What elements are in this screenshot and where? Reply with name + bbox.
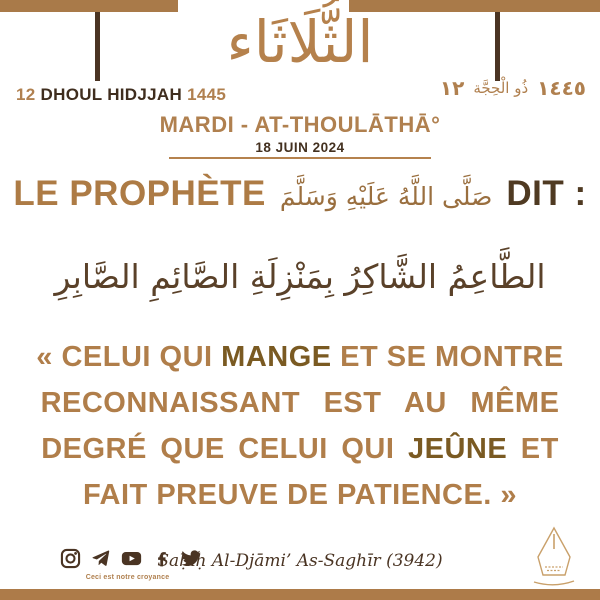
quote-line-4: FAIT PREUVE DE PATIENCE. » xyxy=(82,479,518,511)
hadith-arabic-text: الطَّاعِمُ الشَّاكِرُ بِمَنْزِلَةِ الصَّائِمِ الصَّابِرِ xyxy=(54,257,546,296)
gregorian-date: 18 JUIN 2024 xyxy=(255,140,345,155)
weekday-arabic-calligraphy: الثُّلَاثَاء xyxy=(226,8,374,76)
quote-line-3-start: DEGRÉ QUE CELUI QUI xyxy=(41,433,408,465)
telegram-icon xyxy=(90,548,111,569)
intro-suffix: DIT : xyxy=(506,174,587,213)
hijri-day-arabic: ١٢ xyxy=(439,76,465,100)
hijri-date-latin xyxy=(16,85,226,105)
brand-tagline: Ceci est notre croyance xyxy=(85,574,170,581)
weekday-transliteration: MARDI - AT-THOULĀTHĀ° xyxy=(159,112,441,137)
youtube-icon xyxy=(120,548,143,569)
hijri-year: 1445 xyxy=(187,85,227,104)
hijri-day: 12 xyxy=(16,85,36,104)
intro-prefix: LE PROPHÈTE xyxy=(13,174,266,213)
quote-line-1-start: « CELUI QUI xyxy=(36,341,222,373)
quote-line-3-end: ET xyxy=(507,433,559,465)
quote-highlight-mange: MANGE xyxy=(221,341,332,373)
right-frame-line xyxy=(495,12,500,81)
bottom-bar xyxy=(0,589,600,600)
hijri-date-arabic xyxy=(440,76,586,100)
salawat-arabic: صَلَّى اللَّهُ عَلَيْهِ وَسَلَّمَ xyxy=(279,181,493,211)
intro-line xyxy=(0,174,600,214)
quote-line-1-end: ET SE MONTRE xyxy=(331,341,564,373)
quote-line-2: RECONNAISSANT EST AU MÊME xyxy=(40,387,560,419)
top-left-bar xyxy=(0,0,178,12)
hadith-french-translation xyxy=(0,334,600,518)
quote-line-1 xyxy=(0,334,600,380)
hadith-source-citation: Saḥīḥ Al-Djāmi’ As-Saghīr (3942) xyxy=(157,551,443,571)
quote-line-3 xyxy=(0,426,600,472)
instagram-icon xyxy=(60,548,81,569)
top-right-bar xyxy=(349,0,600,12)
hijri-year-arabic: ١٤٤٥ xyxy=(537,76,586,100)
quote-highlight-jeune: JEÛNE xyxy=(407,433,508,465)
left-frame-line xyxy=(95,12,100,81)
hijri-month: DHOUL HIDJJAH xyxy=(40,85,183,104)
header-divider xyxy=(169,157,431,159)
brand-logo xyxy=(528,524,580,593)
hijri-month-arabic: ذُو الْحِجَّة xyxy=(473,79,529,97)
